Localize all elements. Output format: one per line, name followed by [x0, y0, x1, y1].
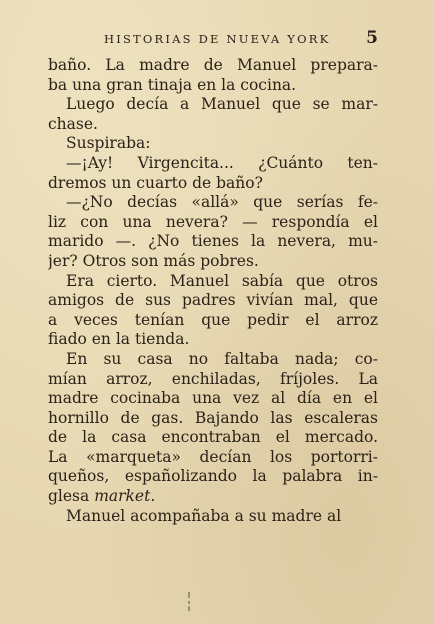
text-line: hornillo de gas. Bajando las escaleras: [48, 408, 378, 427]
text-line: Manuel acompañaba a su madre al: [66, 506, 342, 525]
text-line: —¡Ay! Virgencita... ¿Cuánto ten-: [66, 153, 378, 172]
text-line: [48, 487, 378, 507]
text-line: En su casa no faltaba nada; co-: [66, 349, 378, 368]
text-line: a veces tenían que pedir el arroz: [48, 310, 378, 329]
text-line: de la casa encontraban el mercado.: [48, 428, 378, 447]
text-line: liz con una nevera? — respondía el: [48, 212, 378, 231]
text-line: madre cocinaba una vez al día en el: [48, 389, 378, 408]
text-line: queños, españolizando la palabra in-: [48, 467, 378, 486]
italic-word: market: [94, 487, 151, 506]
page-number: 5: [366, 28, 378, 48]
text-line: La «marqueta» decían los portorri-: [48, 447, 378, 466]
text-line: mían arroz, enchiladas, fríjoles. La: [48, 369, 378, 388]
text-line: Suspiraba:: [66, 134, 151, 153]
body-text: [48, 56, 378, 526]
text-line: Era cierto. Manuel sabía que otros: [66, 271, 378, 290]
text-line: fiado en la tienda.: [48, 330, 190, 349]
text-line: dremos un cuarto de baño?: [48, 173, 263, 192]
text-line: ba una gran tinaja en la cocina.: [48, 75, 297, 94]
running-title: HISTORIAS DE NUEVA YORK: [104, 32, 331, 46]
text-line: amigos de sus padres vivían mal, que: [48, 291, 378, 310]
text-line: jer? Otros son más pobres.: [48, 251, 259, 270]
running-header: [48, 28, 378, 50]
text-line: marido —. ¿No tienes la nevera, mu-: [48, 232, 378, 251]
text-fragment: glesa: [48, 487, 95, 506]
text-line: baño. La madre de Manuel prepara-: [48, 56, 378, 74]
text-line: —¿No decías «allá» que serías fe-: [66, 193, 378, 212]
text-line: Luego decía a Manuel que se mar-: [66, 95, 378, 114]
text-line: chase.: [48, 114, 98, 133]
print-mark: [186, 592, 192, 614]
text-fragment: .: [150, 487, 156, 506]
